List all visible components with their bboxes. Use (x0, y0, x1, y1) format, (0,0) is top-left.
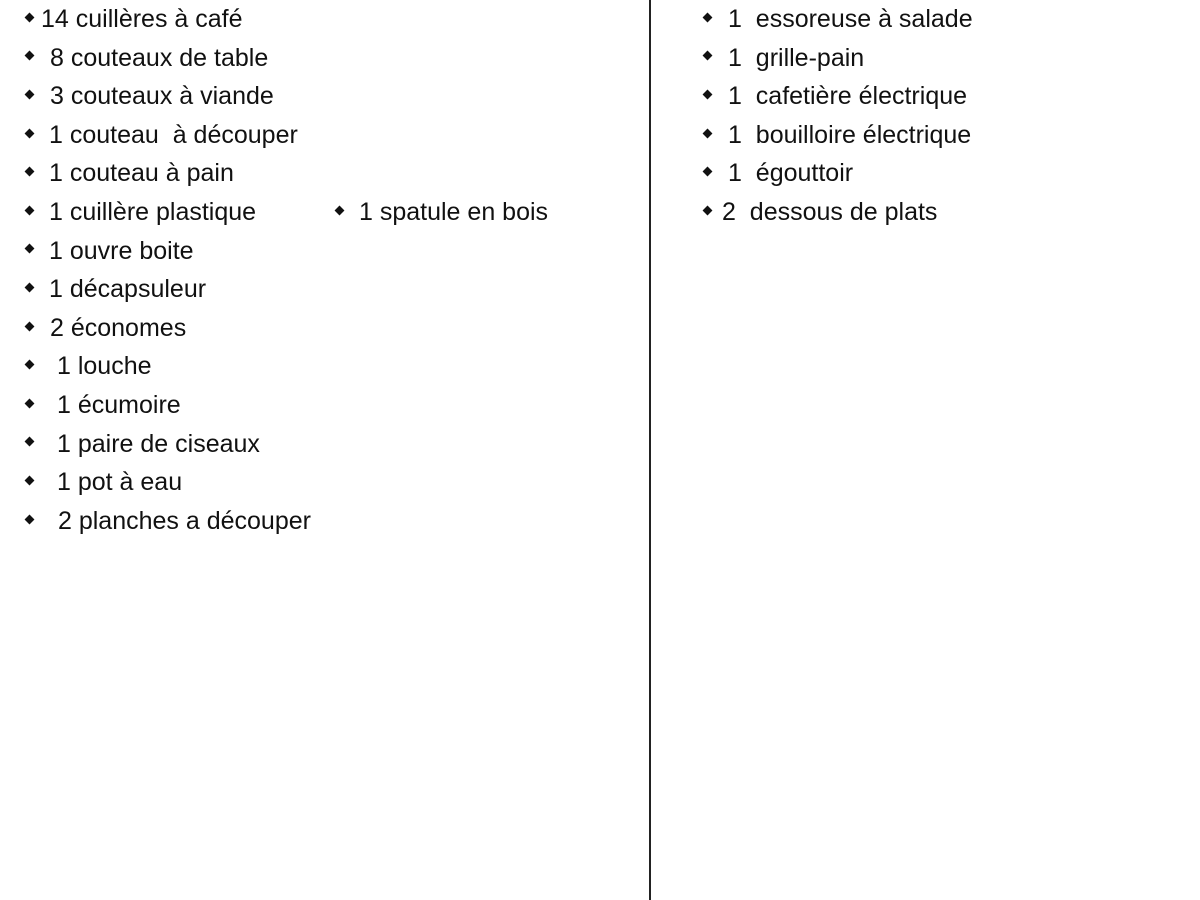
item-text: 1 essoreuse à salade (728, 5, 973, 33)
item-text: 8 couteaux de table (50, 43, 269, 72)
column-divider (649, 0, 651, 900)
diamond-bullet-icon (25, 205, 35, 215)
diamond-bullet-icon (703, 51, 713, 61)
diamond-bullet-icon (25, 12, 35, 22)
list-item (26, 77, 311, 116)
item-text: 2 économes (50, 313, 187, 342)
diamond-bullet-icon (335, 205, 345, 215)
list-item (26, 386, 311, 425)
diamond-bullet-icon (703, 205, 713, 215)
list-item-inline (336, 193, 548, 231)
diamond-bullet-icon (25, 476, 35, 486)
diamond-bullet-icon (703, 167, 713, 177)
diamond-bullet-icon (25, 514, 35, 524)
diamond-bullet-icon (25, 128, 35, 138)
diamond-bullet-icon (25, 90, 35, 100)
list-item (26, 0, 311, 39)
right-item-list (704, 0, 973, 232)
list-item (26, 232, 311, 271)
diamond-bullet-icon (703, 90, 713, 100)
diamond-bullet-icon (25, 283, 35, 293)
item-text: 2 dessous de plats (722, 197, 938, 226)
list-item (704, 77, 973, 116)
diamond-bullet-icon (25, 167, 35, 177)
diamond-bullet-icon (703, 128, 713, 138)
list-item (26, 347, 311, 386)
left-item-list (26, 0, 549, 540)
list-item (704, 116, 973, 155)
list-item (704, 154, 973, 193)
item-text: 1 décapsuleur (49, 275, 207, 304)
item-text: 1 pot à eau (57, 468, 183, 497)
list-item (26, 193, 549, 232)
item-text: 1 louche (57, 352, 152, 381)
item-text: 2 planches a découper (58, 506, 311, 535)
item-text: 1 cuillère plastique (49, 197, 257, 226)
item-text: 1 grille-pain (728, 43, 865, 72)
diamond-bullet-icon (25, 244, 35, 254)
list-item (26, 502, 311, 541)
diamond-bullet-icon (25, 51, 35, 61)
item-text: 1 bouilloire électrique (728, 120, 972, 149)
item-text: 14 cuillères à café (41, 5, 243, 33)
diamond-bullet-icon (25, 321, 35, 331)
item-text: 1 couteau à pain (49, 159, 234, 188)
list-item (26, 116, 311, 155)
item-text: 1 cafetière électrique (728, 82, 968, 111)
item-text: 1 égouttoir (728, 159, 854, 188)
item-text: 1 spatule en bois (359, 197, 549, 226)
list-item (26, 425, 311, 464)
list-item (704, 193, 973, 232)
diamond-bullet-icon (25, 398, 35, 408)
list-item (26, 154, 311, 193)
item-text: 1 écumoire (57, 390, 181, 419)
list-item (26, 270, 311, 309)
list-item (26, 39, 311, 78)
list-item (704, 39, 973, 78)
item-text: 3 couteaux à viande (50, 82, 274, 111)
diamond-bullet-icon (25, 437, 35, 447)
diamond-bullet-icon (25, 360, 35, 370)
list-item (26, 309, 311, 348)
list-item (704, 0, 973, 39)
item-text: 1 paire de ciseaux (57, 429, 260, 458)
diamond-bullet-icon (703, 12, 713, 22)
item-text: 1 couteau à découper (49, 120, 298, 149)
item-text: 1 ouvre boite (49, 236, 194, 265)
list-item (26, 463, 311, 502)
